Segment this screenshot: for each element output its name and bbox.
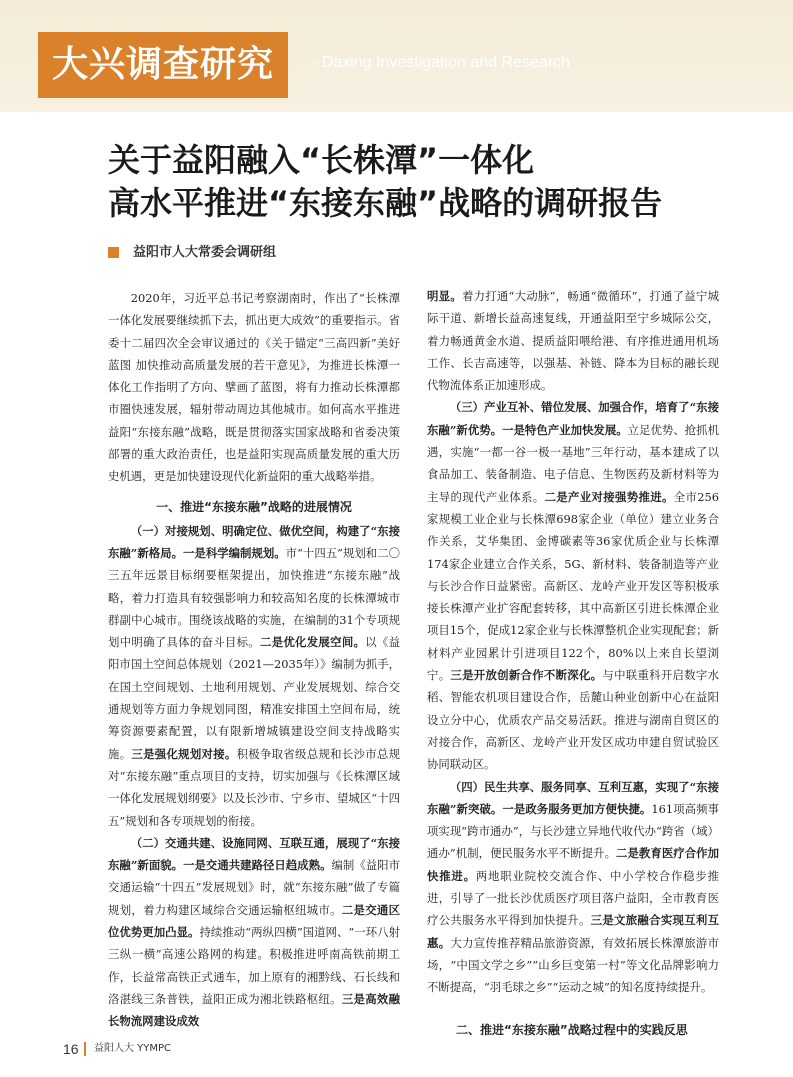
paragraph-text: 市“十四五”规划和二〇三五年远景目标纲要框架提出，加快推进“东接东融”战略，着力打造具有较强影响力和较高知名度的长株潭城市群副中心城市。围绕该战略的实施，在编制的31个专项规划中明确了具体的奋斗目标。 — [108, 545, 400, 650]
bold-point: 三是强化规划对接。 — [131, 746, 237, 761]
paragraph-text: 着力打通“大动脉”，畅通“微循环”，打通了益宁城际干道、新增长益高速复线，开通益阳至宁乡城际公交，着力畅通黄金水道、提质益阳喂给港、有序推进通用机场工作、长吉高速等，以强基、补链、降本为目标的融长现代物流体系正加速形成。 — [427, 289, 719, 393]
section-heading: 一、推进“东接东融”战略的进展情况 — [156, 499, 352, 514]
paragraph — [108, 520, 400, 832]
bold-point: 二是交通区位优势更加凸显。 — [108, 902, 400, 940]
subsection-heading: （二）交通共建、设施同网、互联互通，展现了“东接东融”新面貌。 — [108, 835, 400, 873]
bold-point: 明显。 — [427, 289, 462, 303]
paragraph-text: 大力宣传推荐精品旅游资源，有效拓展长株潭旅游市场，“中国文学之乡”“山乡巨变第一村”等文化品牌影响力不断提高，“羽毛球之乡”“运动之城”的知名度持续提升。 — [427, 935, 719, 995]
paragraph-text: 立足优势、抢抓机遇，实施“一都一谷一极一基地”三年行动，基本建成了以食品加工、装备制造、电子信息、生物医药及新材料等为主导的现代产业体系。 — [427, 422, 719, 504]
column-name-english: · Daxing Investigation and Research — [312, 54, 570, 71]
article-title — [108, 139, 748, 225]
paragraph-text: 持续推动“两纵四横”国道网、“一环八射三纵一横”高速公路网的构建。积极推进呼南高铁前期工作，长益常高铁正式通车，加上原有的湘黔线、石长线和洛湛线三条普铁，益阳正成为湘北铁路枢纽。 — [108, 925, 400, 1006]
bold-point: 三是高效融长物流网建设成效 — [108, 991, 400, 1029]
title-line-2: 高水平推进“东接东融”战略的调研报告 — [108, 184, 663, 222]
paragraph-text: 与中联重科开启数字水稻、智能农机项目建设合作，岳麓山种业创新中心在益阳设立分中心，优质农产品交易活跃。推进与湖南自贸区的对接合作，高新区、龙岭产业开发区成功申建自贸试验区协同联动区。 — [427, 668, 719, 772]
paragraph-text: 编制《益阳市交通运输“十四五”发展规划》时，就“东接东融”做了专篇规划，着力构建区域综合交通运输枢纽城市。 — [108, 858, 400, 917]
title-line-1: 关于益阳融入“长株潭”一体化 — [108, 141, 535, 179]
column-name: 大兴调查研究 — [51, 44, 274, 85]
bold-point: 一是交通共建路径日趋成熟。 — [183, 858, 332, 873]
paragraph-text: 积极争取省级总规和长沙市总规对“东接东融”重点项目的支持，切实加强与《长株潭区域一体化发展规划纲要》以及长沙市、宁乡市、望城区“十四五”规划和各专项规划的衔接。 — [108, 746, 400, 828]
subsection-heading: （三）产业互补、错位发展、加强合作，培育了“东接东融”新优势。 — [427, 400, 719, 437]
paragraph — [108, 832, 400, 1033]
left-column — [108, 287, 400, 1033]
bold-point: 一是科学编制规划。 — [183, 545, 286, 560]
bold-point: 一是特色产业加快发展。 — [502, 422, 628, 437]
paragraph-text: 2020年，习近平总书记考察湖南时，作出了“长株潭一体化发展要继续抓下去，抓出更大成效”的重要指示。省委十二届四次全会审议通过的《关于锚定“三高四新”美好蓝图 加快推动高质量发展的若干意见》，为推进长株潭一体化工作指明了方向、擘画了蓝图，将有力推动长株潭都市圈快速发展，辐射带动周边其他城市。如何高水平推进益阳“东接东融”战略，既是贯彻落实国家战略和省委决策部署的重大政治责任，也是益阳实现高质量发展的重大历史机遇，更是加快建设现代化新益阳的重大战略举措。 — [108, 291, 400, 484]
paragraph-text: 全市256家规模工业企业与长株潭698家企业（单位）建立业务合作关系，艾华集团、金博碳素等36家优质企业与长株潭174家企业建立合作关系，5G、新材料、装备制造等产业与长沙合作日益紧密。高新区、龙岭产业开发区等积极承接长株潭产业扩容配套转移，其中高新区引进长株潭企业项目15个，促成12家企业与长株潭整机企业实现配套；新材料产业园累计引进项目122个，80%以上来自长望浏宁。 — [427, 489, 719, 683]
section-heading-2: 二、推进“东接东融”战略过程中的实践反思 — [456, 1023, 688, 1037]
subsection-heading: （四）民生共享、服务同享、互利互惠，实现了“东接东融”新突破。 — [427, 779, 719, 816]
paragraph-text: 161项高频事项实现“跨市通办”，与长沙建立异地代收代办“跨省（域）通办”机制，便民服务水平不断提升。 — [427, 801, 719, 861]
paragraph — [427, 285, 719, 396]
paragraph — [427, 396, 719, 775]
paragraph-text: 以《益阳市国土空间总体规划（2021—2035年）》编制为抓手，在国土空间规划、土地利用规划、产业发展规划、综合交通规划等方面力争规划同图，精准安排国土空间布局，统筹资源要素配置，以有限新增城镇建设空间支持战略实施。 — [108, 635, 400, 761]
bold-point: 二是教育医疗合作加快推进。 — [427, 846, 719, 883]
paragraph — [427, 776, 719, 999]
right-column — [427, 285, 719, 999]
bold-point: 二是优化发展空间。 — [259, 635, 366, 650]
bold-point: 三是文旅融合实现互利互惠。 — [427, 913, 719, 950]
bold-point: 一是政务服务更加方便快捷。 — [502, 801, 652, 816]
page-number: 16 — [63, 1041, 79, 1057]
byline-square-icon — [108, 247, 119, 258]
bold-point: 三是开放创新合作不断深化。 — [450, 668, 603, 683]
folio-divider — [84, 1042, 86, 1056]
paragraph-text: 两地职业院校交流合作、中小学校合作稳步推进，引导了一批长沙优质医疗项目落户益阳，全市教育医疗公共服务水平得到加快提升。 — [427, 868, 719, 928]
bold-point: 二是产业对接强势推进。 — [544, 489, 674, 504]
paragraph — [108, 287, 400, 488]
subsection-heading: （一）对接规划、明确定位、做优空间，构建了“东接东融”新格局。 — [108, 523, 400, 560]
publication-name: 益阳人大 YYMPC — [94, 1043, 172, 1054]
byline: 益阳市人大常委会调研组 — [133, 245, 277, 260]
